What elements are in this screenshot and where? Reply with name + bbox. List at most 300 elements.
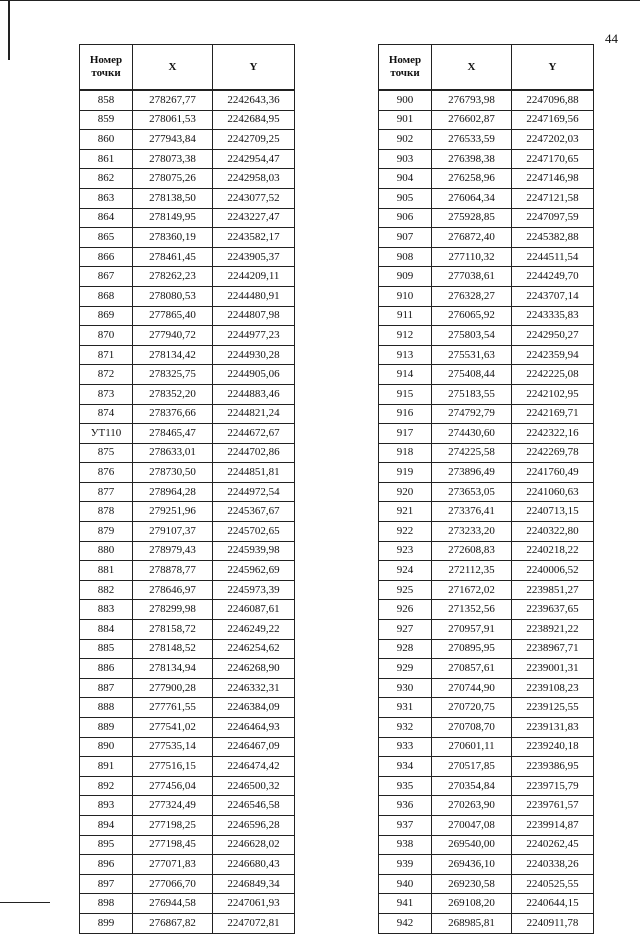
- table-row: [80, 600, 295, 620]
- x-coordinate-cell: 269108,20: [432, 894, 512, 914]
- x-coordinate-cell: 278646,97: [133, 580, 213, 600]
- x-coordinate-cell: 270895,95: [432, 639, 512, 659]
- point-number-cell: 901: [379, 110, 432, 130]
- point-number-cell: 923: [379, 541, 432, 561]
- point-number-cell: 877: [80, 482, 133, 502]
- table-row: [80, 522, 295, 542]
- x-coordinate-cell: 278080,53: [133, 286, 213, 306]
- point-number-cell: 909: [379, 267, 432, 287]
- table-row: [379, 130, 594, 150]
- x-coordinate-cell: 277900,28: [133, 678, 213, 698]
- y-coordinate-cell: 2239386,95: [512, 757, 594, 777]
- point-number-cell: 904: [379, 169, 432, 189]
- y-coordinate-cell: 2246628,02: [213, 835, 295, 855]
- y-coordinate-cell: 2245962,69: [213, 561, 295, 581]
- x-coordinate-cell: 270601,11: [432, 737, 512, 757]
- y-coordinate-cell: 2247169,56: [512, 110, 594, 130]
- x-coordinate-cell: 274430,60: [432, 424, 512, 444]
- x-coordinate-cell: 274792,79: [432, 404, 512, 424]
- x-coordinate-cell: 270708,70: [432, 718, 512, 738]
- table-row: [379, 678, 594, 698]
- table-row: [80, 286, 295, 306]
- y-coordinate-cell: 2239761,57: [512, 796, 594, 816]
- x-coordinate-cell: 278134,42: [133, 345, 213, 365]
- point-number-cell: 876: [80, 463, 133, 483]
- table-row: [379, 815, 594, 835]
- table-row: [379, 855, 594, 875]
- table-row: [80, 188, 295, 208]
- x-coordinate-cell: 278352,20: [133, 384, 213, 404]
- table-row: [379, 718, 594, 738]
- x-coordinate-cell: 276258,96: [432, 169, 512, 189]
- table-row: [379, 326, 594, 346]
- y-coordinate-cell: 2245939,98: [213, 541, 295, 561]
- table-row: [379, 561, 594, 581]
- point-number-cell: 907: [379, 228, 432, 248]
- y-coordinate-cell: 2244249,70: [512, 267, 594, 287]
- point-number-cell: 939: [379, 855, 432, 875]
- x-coordinate-cell: 278149,95: [133, 208, 213, 228]
- table-row: [80, 365, 295, 385]
- x-coordinate-cell: 277198,25: [133, 815, 213, 835]
- x-coordinate-cell: 278262,23: [133, 267, 213, 287]
- y-coordinate-cell: 2242954,47: [213, 149, 295, 169]
- x-coordinate-cell: 270354,84: [432, 776, 512, 796]
- table-row: [80, 580, 295, 600]
- point-number-cell: 873: [80, 384, 133, 404]
- point-number-cell: 858: [80, 90, 133, 110]
- point-number-cell: 895: [80, 835, 133, 855]
- y-coordinate-cell: 2247146,98: [512, 169, 594, 189]
- table-row: [80, 776, 295, 796]
- x-coordinate-cell: 278061,53: [133, 110, 213, 130]
- point-number-cell: 915: [379, 384, 432, 404]
- table-row: [379, 835, 594, 855]
- y-coordinate-cell: 2239125,55: [512, 698, 594, 718]
- table-row: [80, 894, 295, 914]
- y-coordinate-cell: 2246474,42: [213, 757, 295, 777]
- y-coordinate-cell: 2244209,11: [213, 267, 295, 287]
- y-coordinate-cell: 2246268,90: [213, 659, 295, 679]
- x-coordinate-cell: 277071,83: [133, 855, 213, 875]
- point-number-cell: 937: [379, 815, 432, 835]
- point-number-cell: 917: [379, 424, 432, 444]
- x-coordinate-cell: 277541,02: [133, 718, 213, 738]
- x-coordinate-cell: 270744,90: [432, 678, 512, 698]
- point-number-cell: 903: [379, 149, 432, 169]
- point-number-cell: 889: [80, 718, 133, 738]
- point-number-cell: 883: [80, 600, 133, 620]
- table-row: [379, 463, 594, 483]
- y-coordinate-cell: 2244702,86: [213, 443, 295, 463]
- table-row: [80, 620, 295, 640]
- point-number-cell: 894: [80, 815, 133, 835]
- point-number-cell: 912: [379, 326, 432, 346]
- table-row: [80, 404, 295, 424]
- point-number-cell: 906: [379, 208, 432, 228]
- point-number-cell: 870: [80, 326, 133, 346]
- y-coordinate-cell: 2239914,87: [512, 815, 594, 835]
- table-row: [379, 796, 594, 816]
- point-number-cell: 888: [80, 698, 133, 718]
- x-coordinate-cell: 277110,32: [432, 247, 512, 267]
- table-row: [80, 149, 295, 169]
- table-row: [379, 482, 594, 502]
- y-coordinate-cell: 2246464,93: [213, 718, 295, 738]
- point-number-cell: 940: [379, 874, 432, 894]
- x-coordinate-cell: 269230,58: [432, 874, 512, 894]
- table-row: [379, 698, 594, 718]
- point-number-cell: 942: [379, 913, 432, 933]
- y-coordinate-cell: 2242643,36: [213, 90, 295, 110]
- left-edge-rule: [8, 0, 10, 60]
- y-coordinate-cell: 2247097,59: [512, 208, 594, 228]
- table-row: [379, 267, 594, 287]
- table-row: [80, 384, 295, 404]
- y-coordinate-cell: 2242322,16: [512, 424, 594, 444]
- x-coordinate-cell: 270517,85: [432, 757, 512, 777]
- point-number-cell: 929: [379, 659, 432, 679]
- table-row: [379, 424, 594, 444]
- table-row: [379, 345, 594, 365]
- point-number-cell: 864: [80, 208, 133, 228]
- y-coordinate-cell: 2244930,28: [213, 345, 295, 365]
- point-number-cell: 910: [379, 286, 432, 306]
- table-row: [80, 757, 295, 777]
- y-coordinate-cell: 2246596,28: [213, 815, 295, 835]
- x-coordinate-cell: 276533,59: [432, 130, 512, 150]
- point-number-cell: 911: [379, 306, 432, 326]
- y-coordinate-cell: 2240713,15: [512, 502, 594, 522]
- point-number-cell: 896: [80, 855, 133, 875]
- y-coordinate-cell: 2240644,15: [512, 894, 594, 914]
- x-coordinate-cell: 275183,55: [432, 384, 512, 404]
- x-coordinate-cell: 275531,63: [432, 345, 512, 365]
- y-coordinate-cell: 2244977,23: [213, 326, 295, 346]
- table-row: [80, 90, 295, 110]
- point-number-cell: 933: [379, 737, 432, 757]
- table-row: [80, 698, 295, 718]
- y-coordinate-cell: 2247202,03: [512, 130, 594, 150]
- point-number-cell: 867: [80, 267, 133, 287]
- x-coordinate-cell: 278461,45: [133, 247, 213, 267]
- point-number-cell: 935: [379, 776, 432, 796]
- y-coordinate-cell: 2244511,54: [512, 247, 594, 267]
- y-coordinate-cell: 2242950,27: [512, 326, 594, 346]
- y-coordinate-cell: 2247061,93: [213, 894, 295, 914]
- y-coordinate-cell: 2243077,52: [213, 188, 295, 208]
- y-column-header: Y: [512, 45, 594, 91]
- table-row: [379, 247, 594, 267]
- x-coordinate-cell: 278730,50: [133, 463, 213, 483]
- point-number-cell: 928: [379, 639, 432, 659]
- x-coordinate-cell: 270720,75: [432, 698, 512, 718]
- x-coordinate-cell: 277324,49: [133, 796, 213, 816]
- point-number-cell: 913: [379, 345, 432, 365]
- point-number-cell: 900: [379, 90, 432, 110]
- table-row: [379, 541, 594, 561]
- point-number-cell: 926: [379, 600, 432, 620]
- x-coordinate-cell: 275408,44: [432, 365, 512, 385]
- y-coordinate-cell: 2240218,22: [512, 541, 594, 561]
- point-number-cell: 899: [80, 913, 133, 933]
- x-coordinate-cell: 278299,98: [133, 600, 213, 620]
- table-row: [80, 208, 295, 228]
- point-number-cell: 866: [80, 247, 133, 267]
- y-coordinate-cell: 2239131,83: [512, 718, 594, 738]
- x-coordinate-cell: 276872,40: [432, 228, 512, 248]
- y-coordinate-cell: 2243582,17: [213, 228, 295, 248]
- table-row: [80, 306, 295, 326]
- table-row: [80, 718, 295, 738]
- x-coordinate-cell: 270263,90: [432, 796, 512, 816]
- table-row: [379, 894, 594, 914]
- table-row: [80, 678, 295, 698]
- y-column-header: Y: [213, 45, 295, 91]
- x-coordinate-cell: 277865,40: [133, 306, 213, 326]
- y-coordinate-cell: 2246249,22: [213, 620, 295, 640]
- y-coordinate-cell: 2244672,67: [213, 424, 295, 444]
- y-coordinate-cell: 2242709,25: [213, 130, 295, 150]
- table-row: [80, 443, 295, 463]
- y-coordinate-cell: 2238967,71: [512, 639, 594, 659]
- y-coordinate-cell: 2241760,49: [512, 463, 594, 483]
- point-number-cell: 892: [80, 776, 133, 796]
- y-coordinate-cell: 2239240,18: [512, 737, 594, 757]
- y-coordinate-cell: 2247170,65: [512, 149, 594, 169]
- x-coordinate-cell: 271352,56: [432, 600, 512, 620]
- x-coordinate-cell: 278073,38: [133, 149, 213, 169]
- table-row: [379, 208, 594, 228]
- y-coordinate-cell: 2246087,61: [213, 600, 295, 620]
- point-number-cell: 893: [80, 796, 133, 816]
- x-coordinate-cell: 278138,50: [133, 188, 213, 208]
- x-coordinate-cell: 278360,19: [133, 228, 213, 248]
- y-coordinate-cell: 2243227,47: [213, 208, 295, 228]
- table-row: [80, 874, 295, 894]
- table-row: [379, 737, 594, 757]
- x-coordinate-cell: 276328,27: [432, 286, 512, 306]
- x-coordinate-cell: 276602,87: [432, 110, 512, 130]
- y-coordinate-cell: 2247096,88: [512, 90, 594, 110]
- y-coordinate-cell: 2247072,81: [213, 913, 295, 933]
- point-number-cell: 931: [379, 698, 432, 718]
- coordinates-table-right: [378, 44, 594, 934]
- y-coordinate-cell: 2242102,95: [512, 384, 594, 404]
- y-coordinate-cell: 2246467,09: [213, 737, 295, 757]
- point-number-cell: 918: [379, 443, 432, 463]
- point-number-cell: 938: [379, 835, 432, 855]
- x-coordinate-cell: 272112,35: [432, 561, 512, 581]
- point-number-cell: 934: [379, 757, 432, 777]
- y-coordinate-cell: 2243335,83: [512, 306, 594, 326]
- x-column-header: X: [432, 45, 512, 91]
- table-row: [80, 169, 295, 189]
- point-number-cell: 881: [80, 561, 133, 581]
- point-number-cell: 884: [80, 620, 133, 640]
- y-coordinate-cell: 2246254,62: [213, 639, 295, 659]
- y-coordinate-cell: 2242359,94: [512, 345, 594, 365]
- y-coordinate-cell: 2242958,03: [213, 169, 295, 189]
- table-row: [379, 365, 594, 385]
- table-header-row: [80, 45, 295, 91]
- top-edge-rule: [0, 0, 640, 1]
- point-number-cell: 898: [80, 894, 133, 914]
- point-number-cell: 921: [379, 502, 432, 522]
- table-row: [379, 228, 594, 248]
- y-coordinate-cell: 2239715,79: [512, 776, 594, 796]
- y-coordinate-cell: 2244480,91: [213, 286, 295, 306]
- table-row: [379, 600, 594, 620]
- x-coordinate-cell: 277516,15: [133, 757, 213, 777]
- point-number-cell: 925: [379, 580, 432, 600]
- x-coordinate-cell: 278376,66: [133, 404, 213, 424]
- x-coordinate-cell: 276944,58: [133, 894, 213, 914]
- table-row: [80, 796, 295, 816]
- table-row: [80, 855, 295, 875]
- x-coordinate-cell: 276065,92: [432, 306, 512, 326]
- point-number-cell: 859: [80, 110, 133, 130]
- y-coordinate-cell: 2242269,78: [512, 443, 594, 463]
- x-coordinate-cell: 277940,72: [133, 326, 213, 346]
- point-number-cell: 871: [80, 345, 133, 365]
- point-number-cell: 908: [379, 247, 432, 267]
- table-row: [80, 267, 295, 287]
- y-coordinate-cell: 2240262,45: [512, 835, 594, 855]
- y-coordinate-cell: 2246849,34: [213, 874, 295, 894]
- y-coordinate-cell: 2240006,52: [512, 561, 594, 581]
- x-coordinate-cell: 273376,41: [432, 502, 512, 522]
- x-column-header: X: [133, 45, 213, 91]
- y-coordinate-cell: 2243905,37: [213, 247, 295, 267]
- point-number-cell: 874: [80, 404, 133, 424]
- x-coordinate-cell: 270047,08: [432, 815, 512, 835]
- y-coordinate-cell: 2245973,39: [213, 580, 295, 600]
- table-row: [80, 913, 295, 933]
- x-coordinate-cell: 274225,58: [432, 443, 512, 463]
- y-coordinate-cell: 2247121,58: [512, 188, 594, 208]
- y-coordinate-cell: 2240525,55: [512, 874, 594, 894]
- x-coordinate-cell: 271672,02: [432, 580, 512, 600]
- y-coordinate-cell: 2244821,24: [213, 404, 295, 424]
- point-number-cell: 919: [379, 463, 432, 483]
- table-row: [379, 169, 594, 189]
- table-row: [379, 384, 594, 404]
- table-row: [379, 404, 594, 424]
- point-number-cell: 902: [379, 130, 432, 150]
- x-coordinate-cell: 270857,61: [432, 659, 512, 679]
- point-number-cell: 875: [80, 443, 133, 463]
- table-row: [379, 659, 594, 679]
- y-coordinate-cell: 2240911,78: [512, 913, 594, 933]
- point-number-cell: 930: [379, 678, 432, 698]
- y-coordinate-cell: 2244807,98: [213, 306, 295, 326]
- y-coordinate-cell: 2246332,31: [213, 678, 295, 698]
- y-coordinate-cell: 2243707,14: [512, 286, 594, 306]
- point-number-cell: 863: [80, 188, 133, 208]
- x-coordinate-cell: 272608,83: [432, 541, 512, 561]
- x-coordinate-cell: 278267,77: [133, 90, 213, 110]
- x-coordinate-cell: 277066,70: [133, 874, 213, 894]
- point-number-cell: 862: [80, 169, 133, 189]
- y-coordinate-cell: 2242684,95: [213, 110, 295, 130]
- table-row: [80, 247, 295, 267]
- point-number-cell: 927: [379, 620, 432, 640]
- x-coordinate-cell: 273896,49: [432, 463, 512, 483]
- point-number-cell: 878: [80, 502, 133, 522]
- point-number-cell: 882: [80, 580, 133, 600]
- table-row: [80, 737, 295, 757]
- x-coordinate-cell: 278633,01: [133, 443, 213, 463]
- table-row: [379, 776, 594, 796]
- point-number-cell: 891: [80, 757, 133, 777]
- table-row: [379, 110, 594, 130]
- table-row: [379, 522, 594, 542]
- y-coordinate-cell: 2240322,80: [512, 522, 594, 542]
- x-coordinate-cell: 275803,54: [432, 326, 512, 346]
- table-row: [80, 463, 295, 483]
- point-number-cell: 861: [80, 149, 133, 169]
- x-coordinate-cell: 278979,43: [133, 541, 213, 561]
- table-row: [379, 580, 594, 600]
- x-coordinate-cell: 278134,94: [133, 659, 213, 679]
- x-coordinate-cell: 279251,96: [133, 502, 213, 522]
- y-coordinate-cell: 2242169,71: [512, 404, 594, 424]
- table-row: [379, 874, 594, 894]
- point-number-cell: 905: [379, 188, 432, 208]
- point-number-cell: 890: [80, 737, 133, 757]
- x-coordinate-cell: 277535,14: [133, 737, 213, 757]
- y-coordinate-cell: 2246500,32: [213, 776, 295, 796]
- table-header-row: [379, 45, 594, 91]
- point-number-cell: 868: [80, 286, 133, 306]
- x-coordinate-cell: 277761,55: [133, 698, 213, 718]
- coordinates-table-left: [79, 44, 295, 934]
- y-coordinate-cell: 2239001,31: [512, 659, 594, 679]
- table-row: [379, 502, 594, 522]
- table-row: [379, 90, 594, 110]
- point-number-cell: 879: [80, 522, 133, 542]
- x-coordinate-cell: 269436,10: [432, 855, 512, 875]
- y-coordinate-cell: 2245367,67: [213, 502, 295, 522]
- table-row: [80, 815, 295, 835]
- y-coordinate-cell: 2239851,27: [512, 580, 594, 600]
- table-row: [80, 228, 295, 248]
- point-number-cell: 865: [80, 228, 133, 248]
- y-coordinate-cell: 2246384,09: [213, 698, 295, 718]
- table-row: [379, 639, 594, 659]
- y-coordinate-cell: 2241060,63: [512, 482, 594, 502]
- table-row: [80, 639, 295, 659]
- x-coordinate-cell: 270957,91: [432, 620, 512, 640]
- x-coordinate-cell: 276793,98: [432, 90, 512, 110]
- y-coordinate-cell: 2239637,65: [512, 600, 594, 620]
- y-coordinate-cell: 2244851,81: [213, 463, 295, 483]
- point-number-cell: 936: [379, 796, 432, 816]
- point-number-cell: 924: [379, 561, 432, 581]
- y-coordinate-cell: 2240338,26: [512, 855, 594, 875]
- y-coordinate-cell: 2245382,88: [512, 228, 594, 248]
- x-coordinate-cell: 278465,47: [133, 424, 213, 444]
- point-number-cell: УТ110: [80, 424, 133, 444]
- table-row: [80, 482, 295, 502]
- point-number-cell: 887: [80, 678, 133, 698]
- table-row: [80, 561, 295, 581]
- table-row: [379, 306, 594, 326]
- table-row: [379, 620, 594, 640]
- point-number-cell: 897: [80, 874, 133, 894]
- table-row: [379, 757, 594, 777]
